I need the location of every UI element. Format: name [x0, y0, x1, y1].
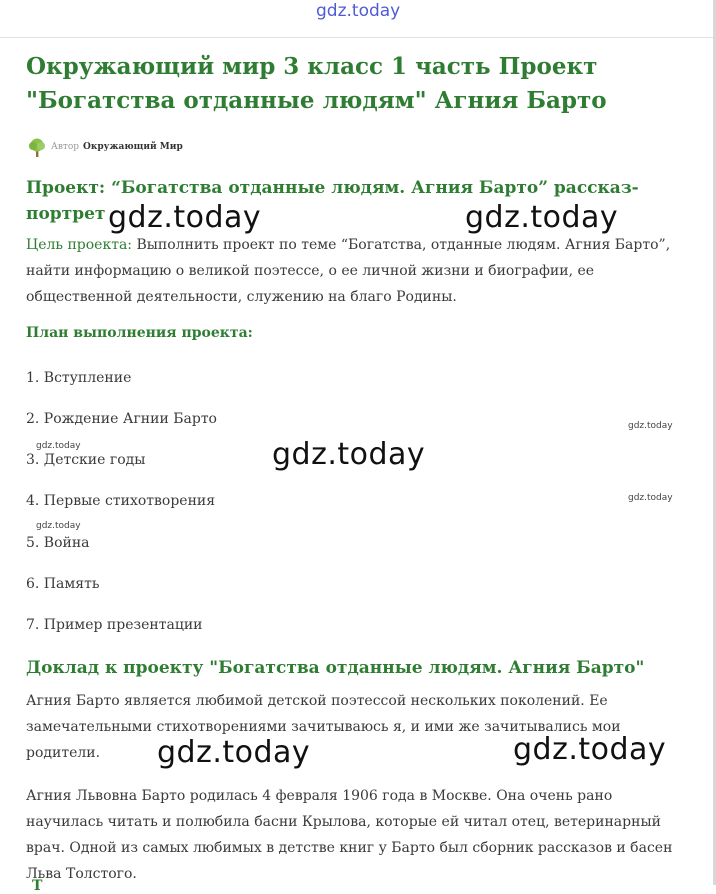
plan-title: План выполнения проекта: — [26, 325, 253, 341]
author-label: Автор — [51, 142, 80, 152]
watermark-small: gdz.today — [628, 421, 673, 431]
author-name-link[interactable]: Окружающий Мир — [83, 142, 183, 152]
plan-item: 1. Вступление — [26, 370, 132, 386]
tree-icon — [26, 136, 48, 158]
plan-item: 4. Первые стихотворения — [26, 493, 216, 509]
watermark-small: gdz.today — [628, 493, 673, 503]
watermark: gdz.today — [272, 437, 426, 472]
page-title: Окружающий мир 3 класс 1 часть Проект "Богатства отданные людям" Агния Барто — [26, 53, 607, 114]
watermark-small: gdz.today — [36, 521, 81, 531]
watermark-small: gdz.today — [36, 441, 81, 451]
project-heading: Проект: “Богатства отданные людям. Агния Барто” рассказ-портрет — [26, 178, 639, 224]
goal-paragraph — [26, 232, 686, 310]
next-heading-fragment: Т — [32, 878, 43, 894]
plan-item: 3. Детские годы — [26, 452, 146, 468]
paragraph: Агния Львовна Барто родилась 4 февраля 1906 года в Москве. Она очень рано научилась читать и полюбила басни Крылова, которые ей читал отец, ветеринарный врач. Одной из самых любимых в детстве книг у Барто был сборник рассказов и басен Льва Толстого. — [26, 788, 673, 882]
top-watermark: gdz.today — [316, 1, 401, 21]
report-heading: Доклад к проекту "Богатства отданные людям. Агния Барто" — [26, 658, 645, 678]
top-divider — [0, 37, 716, 38]
goal-text: Выполнить проект по теме “Богатства, отданные людям. Агния Барто”, найти информацию о великой поэтессе, о ее личной жизни и биографии, ее общественной деятельности, служению на благо Родины. — [26, 237, 671, 305]
watermark: gdz.today — [108, 200, 262, 235]
plan-item: 5. Война — [26, 535, 90, 551]
goal-label: Цель проекта: — [26, 237, 133, 253]
author-line — [26, 135, 183, 159]
watermark: gdz.today — [513, 732, 667, 767]
plan-item: 7. Пример презентации — [26, 617, 203, 633]
plan-item: 6. Память — [26, 576, 100, 592]
paragraph: Агния Барто является любимой детской поэтессой нескольких поколений. Ее замечательными стихотворениями зачитываюсь я, и ими же зачитывались мои родители. — [26, 693, 621, 761]
watermark: gdz.today — [157, 735, 311, 770]
plan-item: 2. Рождение Агнии Барто — [26, 411, 217, 427]
watermark: gdz.today — [465, 200, 619, 235]
